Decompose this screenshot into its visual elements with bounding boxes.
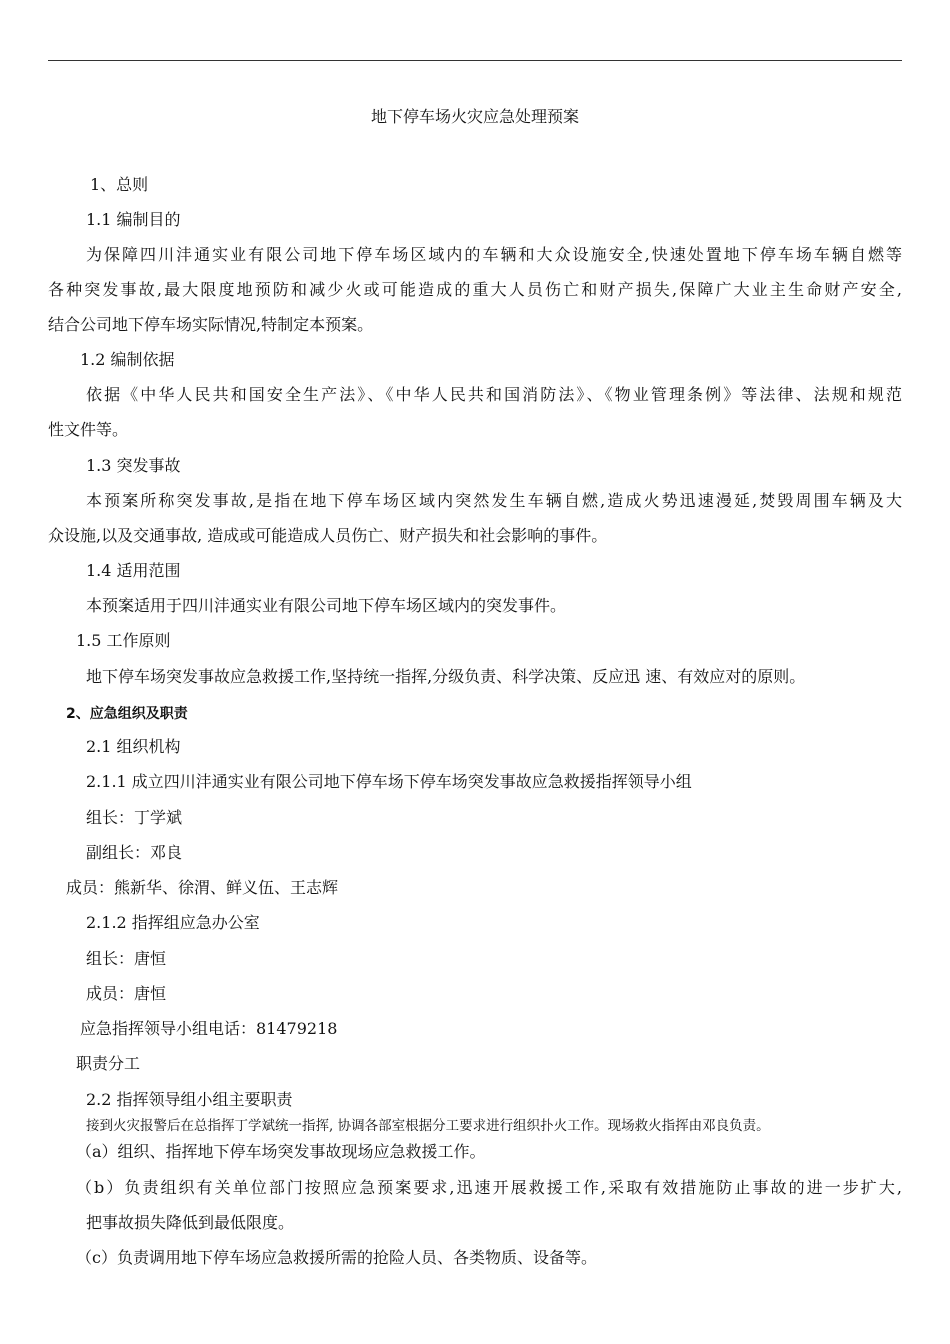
deputy-leader: 副组长：邓良 [86, 843, 183, 862]
office-members: 成员：唐恒 [86, 984, 167, 1003]
paragraph-incident-line2: 众设施,以及交通事故, 造成或可能造成人员伤亡、财产损失和社会影响的事件。 [48, 526, 608, 545]
paragraph-scope: 本预案适用于四川沣通实业有限公司地下停车场区域内的突发事件。 [86, 596, 567, 615]
heading-principles: 1.5 工作原则 [76, 631, 171, 650]
emergency-phone: 应急指挥领导小组电话：81479218 [80, 1019, 338, 1038]
heading-main-duties: 2.2 指挥领导组小组主要职责 [86, 1090, 293, 1109]
heading-command-office: 2.1.2 指挥组应急办公室 [86, 913, 260, 932]
duty-b-line2: 把事故损失降低到最低限度。 [86, 1213, 295, 1232]
paragraph-basis-line1: 依据《中华人民共和国安全生产法》、《中华人民共和国消防法》、《物业管理条例》等法律、法规和规范 [86, 385, 902, 404]
paragraph-basis-line2: 性文件等。 [48, 420, 129, 439]
heading-organization: 2、应急组织及职责 [66, 706, 188, 722]
heading-scope: 1.4 适用范围 [86, 561, 181, 580]
members: 成员：熊新华、徐渭、鲜义伍、王志辉 [66, 878, 339, 897]
heading-purpose: 1.1 编制目的 [86, 210, 181, 229]
heading-incident: 1.3 突发事故 [86, 456, 181, 475]
paragraph-fire-command: 接到火灾报警后在总指挥丁学斌统一指挥, 协调各部室根据分工要求进行组织扑火工作。现场救火指挥由邓良负责。 [86, 1118, 770, 1134]
paragraph-purpose-line1: 为保障四川沣通实业有限公司地下停车场区域内的车辆和大众设施安全,快速处置地下停车场车辆自燃等 [86, 245, 902, 264]
heading-general: 1、总则 [90, 175, 149, 194]
paragraph-principles: 地下停车场突发事故应急救援工作,坚持统一指挥,分级负责、科学决策、反应迅 速、有效应对的原则。 [86, 667, 806, 686]
duty-b-line1: （b）负责组织有关单位部门按照应急预案要求,迅速开展救援工作,采取有效措施防止事故的进一步扩大, [76, 1178, 902, 1197]
heading-leadership-group: 2.1.1 成立四川沣通实业有限公司地下停车场下停车场突发事故应急救援指挥领导小组 [86, 772, 692, 791]
heading-structure: 2.1 组织机构 [86, 737, 181, 756]
header-rule [48, 60, 902, 61]
heading-responsibilities: 职责分工 [76, 1054, 141, 1073]
duty-a: （a）组织、指挥地下停车场突发事故现场应急救援工作。 [76, 1142, 486, 1161]
heading-basis: 1.2 编制依据 [80, 350, 175, 369]
leader: 组长：丁学斌 [86, 808, 183, 827]
paragraph-incident-line1: 本预案所称突发事故,是指在地下停车场区域内突然发生车辆自燃,造成火势迅速漫延,焚毁周围车辆及大 [86, 491, 902, 510]
document-title: 地下停车场火灾应急处理预案 [370, 107, 579, 126]
paragraph-purpose-line2: 各种突发事故,最大限度地预防和减少火或可能造成的重大人员伤亡和财产损失,保障广大业主生命财产安全, [48, 280, 902, 299]
duty-c: （c）负责调用地下停车场应急救援所需的抢险人员、各类物质、设备等。 [76, 1248, 597, 1267]
office-leader: 组长：唐恒 [86, 949, 167, 968]
paragraph-purpose-line3: 结合公司地下停车场实际情况,特制定本预案。 [48, 315, 374, 334]
